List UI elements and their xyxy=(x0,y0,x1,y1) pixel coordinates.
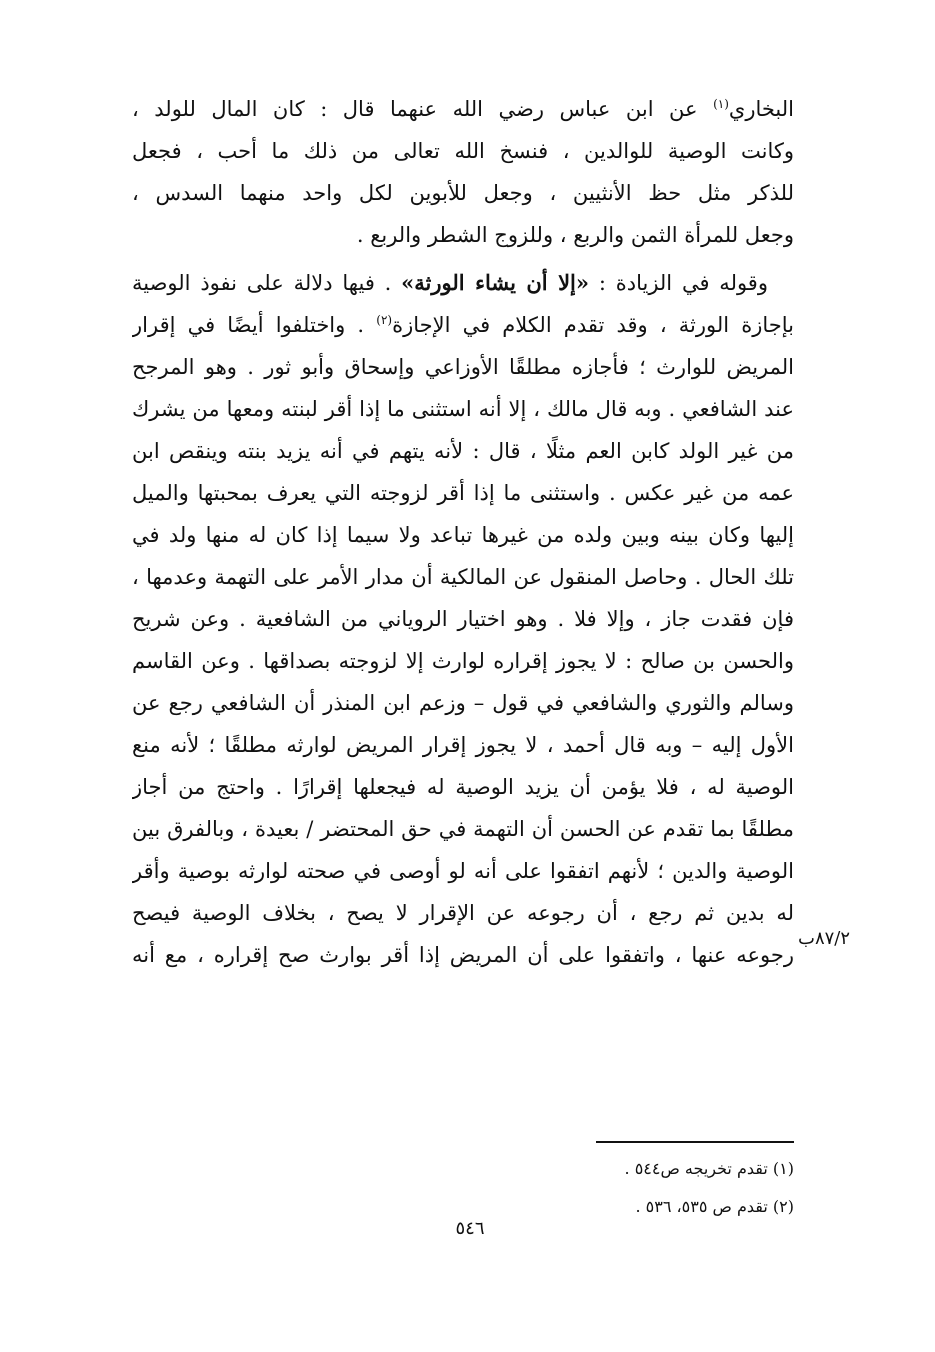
text-line: والحسن بن صالح : لا يجوز إقراره لوارث إلا لزوجته بصداقها . وعن القاسم xyxy=(132,649,794,673)
text-line: وسالم والثوري والشافعي في قول – وزعم ابن المنذر أن الشافعي رجع عن xyxy=(132,691,794,715)
text-line: وكانت الوصية للوالدين ، فنسخ الله تعالى من ذلك ما أحب ، فجعل xyxy=(132,139,794,163)
text-segment: . فيها دلالة على نفوذ الوصية xyxy=(132,271,402,295)
text-segment: عن ابن عباس رضي الله عنهما قال : كان المال للولد ، xyxy=(132,97,714,121)
text-segment: البخاري xyxy=(728,97,794,121)
text-segment: . واختلفوا أيضًا في إقرار xyxy=(132,313,377,337)
text-line: للذكر مثل حظ الأنثيين ، وجعل للأبوين لكل واحد منهما السدس ، xyxy=(132,181,794,205)
footnote: (٢) تقدم ص ٥٣٥، ٥٣٦ . xyxy=(635,1197,794,1216)
text-line: عمه من غير عكس . واستثنى ما إذا أقر لزوجته التي يعرف بمحبتها والميل xyxy=(132,481,794,505)
text-line: إليها وكان بينه وبين ولده من غيرها تباعد ولا سيما إذا كان له منها ولد في xyxy=(132,523,794,547)
text-line: وجعل للمرأة الثمن والربع ، وللزوج الشطر والربع . xyxy=(356,223,794,247)
footnotes xyxy=(440,1150,794,1226)
text-line: فإن فقدت جاز ، وإلا فلا . وهو اختيار الروياني من الشافعية . وعن شريح xyxy=(132,607,794,631)
hadith-quote: «إلا أن يشاء الورثة» xyxy=(401,270,590,295)
text-line: الوصية والدين ؛ لأنهم اتفقوا على أنه لو أوصى في صحته لوارثه بوصية وأقر xyxy=(132,859,794,883)
text-line: تلك الحال . وحاصل المنقول عن المالكية أن مدار الأمر على التهمة وعدمها ، xyxy=(132,565,794,589)
text-line: الأول إليه – وبه قال أحمد ، لا يجوز إقرار المريض لوارثه مطلقًا ؛ لأنه منع xyxy=(132,733,794,757)
text-line: المريض للوارث ؛ فأجازه مطلقًا الأوزاعي وإسحاق وأبو ثور . وهو المرجح xyxy=(132,355,794,379)
text-line: رجوعه عنها ، واتفقوا على أن المريض إذا أقر بوارث صح إقراره ، مع أنه xyxy=(132,943,794,967)
text-line xyxy=(132,262,794,304)
text-segment: وقوله في الزيادة : xyxy=(589,271,768,295)
manuscript-margin-reference: ٨٧/٢ب xyxy=(798,928,851,949)
text-line: من غير الولد كابن العم مثلًا ، قال : لأنه يتهم في أنه يزيد بنته وينقص ابن xyxy=(132,439,794,463)
text-line: مطلقًا بما تقدم عن الحسن أن التهمة في حق المحتضر / بعيدة ، وبالفرق بين xyxy=(132,817,794,841)
text-line xyxy=(132,304,794,346)
footnote-separator xyxy=(596,1141,794,1143)
footnote: (١) تقدم تخريجه ص٥٤٤ . xyxy=(624,1159,794,1178)
page-number: ٥٤٦ xyxy=(455,1218,485,1239)
text-line: له بدين ثم رجع ، أن رجوعه عن الإقرار لا يصح ، بخلاف الوصية فيصح xyxy=(132,901,794,925)
text-line: الوصية له ، فلا يؤمن أن يزيد الوصية له فيجعلها إقرارًا . واحتج من أجاز xyxy=(132,775,794,799)
text-line xyxy=(132,88,794,130)
footnote-marker[interactable]: (٢) xyxy=(376,313,393,327)
main-text xyxy=(132,88,794,976)
text-segment: بإجازة الورثة ، وقد تقدم الكلام في الإجازة xyxy=(392,313,794,337)
footnote-marker[interactable]: (١) xyxy=(713,97,729,111)
text-line: عند الشافعي . وبه قال مالك ، إلا أنه استثنى ما إذا أقر لبنته ومعها من يشرك xyxy=(132,397,794,421)
